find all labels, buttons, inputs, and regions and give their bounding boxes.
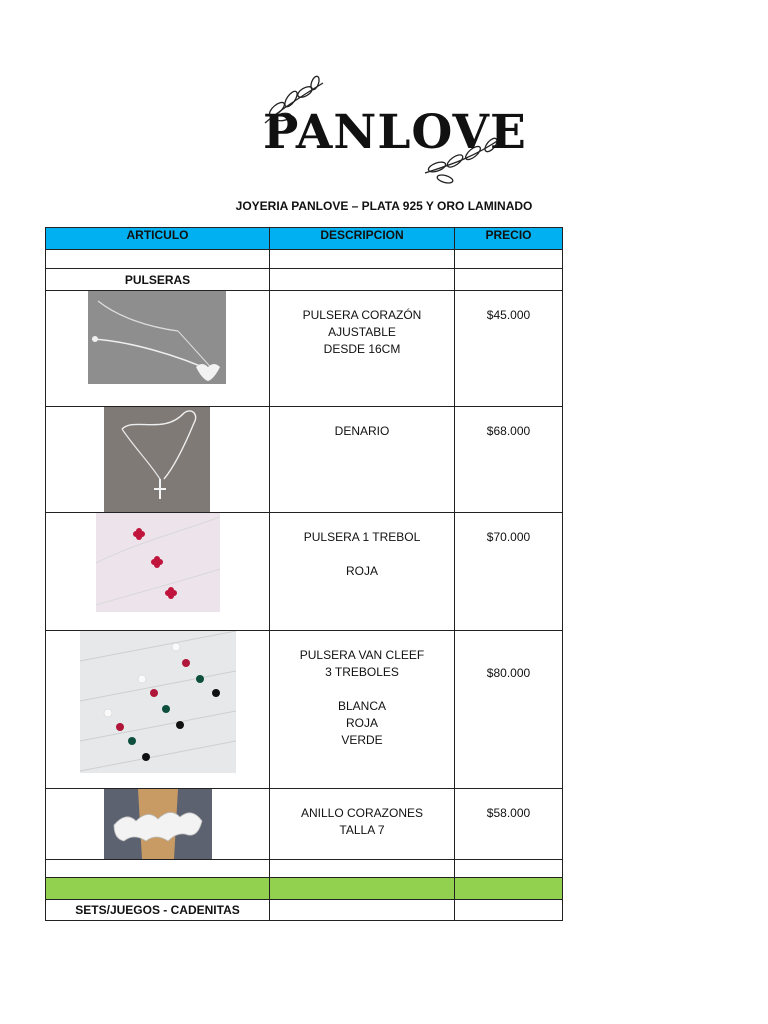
heart-bracelet-photo <box>88 291 226 384</box>
section-band <box>46 878 563 900</box>
section-title-pulseras: PULSERAS <box>46 269 270 291</box>
product-image-cell <box>46 789 270 860</box>
product-price: $58.000 <box>455 789 563 860</box>
product-image-cell <box>46 513 270 631</box>
three-clover-bracelets-photo <box>80 631 236 773</box>
table-row <box>46 789 563 860</box>
column-header-articulo: ARTICULO <box>46 228 270 250</box>
section-title-sets: SETS/JUEGOS - CADENITAS <box>46 900 270 921</box>
brand-logo <box>255 75 527 187</box>
product-description-line: VERDE <box>341 733 383 747</box>
table-row-empty <box>46 860 563 878</box>
catalog-subtitle: JOYERIA PANLOVE – PLATA 925 Y ORO LAMINADO <box>235 199 533 213</box>
product-description-line: PULSERA CORAZÓN AJUSTABLE <box>302 308 422 339</box>
table-row <box>46 631 563 789</box>
table-row <box>46 291 563 407</box>
product-description-line: DESDE 16CM <box>323 342 401 356</box>
product-description-line: PULSERA VAN CLEEF <box>299 648 425 662</box>
clover-bracelet-photo <box>96 513 220 612</box>
product-image-cell <box>46 631 270 789</box>
product-description-line: BLANCA <box>337 699 387 713</box>
column-header-precio: PRECIO <box>455 228 563 250</box>
brand-logo-text: PANLOVE <box>263 105 527 160</box>
product-description-line: 3 TREBOLES <box>325 665 399 679</box>
product-description-line: TALLA 7 <box>339 823 385 837</box>
table-row <box>46 513 563 631</box>
product-price: $80.000 <box>455 631 563 789</box>
product-description-cell <box>270 513 455 631</box>
product-description-cell <box>270 631 455 789</box>
product-description-line: ANILLO CORAZONES <box>300 806 424 820</box>
product-image-cell <box>46 407 270 513</box>
rosary-bracelet-photo <box>104 407 210 512</box>
table-header-row <box>46 228 563 250</box>
price-table <box>45 227 563 921</box>
product-description-cell <box>270 407 455 513</box>
product-description-line: PULSERA 1 TREBOL <box>303 530 421 544</box>
product-description-line: ROJA <box>345 716 378 730</box>
column-header-descripcion: DESCRIPCION <box>270 228 455 250</box>
product-price: $70.000 <box>455 513 563 631</box>
product-description-line: ROJA <box>345 564 378 578</box>
product-image-cell <box>46 291 270 407</box>
product-description-cell <box>270 291 455 407</box>
table-row <box>46 407 563 513</box>
hearts-ring-photo <box>104 789 212 859</box>
product-price: $45.000 <box>455 291 563 407</box>
product-description-line: DENARIO <box>334 424 390 438</box>
product-price: $68.000 <box>455 407 563 513</box>
product-description-cell <box>270 789 455 860</box>
table-row-section <box>46 900 563 921</box>
table-row-empty <box>46 250 563 269</box>
table-row-section <box>46 269 563 291</box>
